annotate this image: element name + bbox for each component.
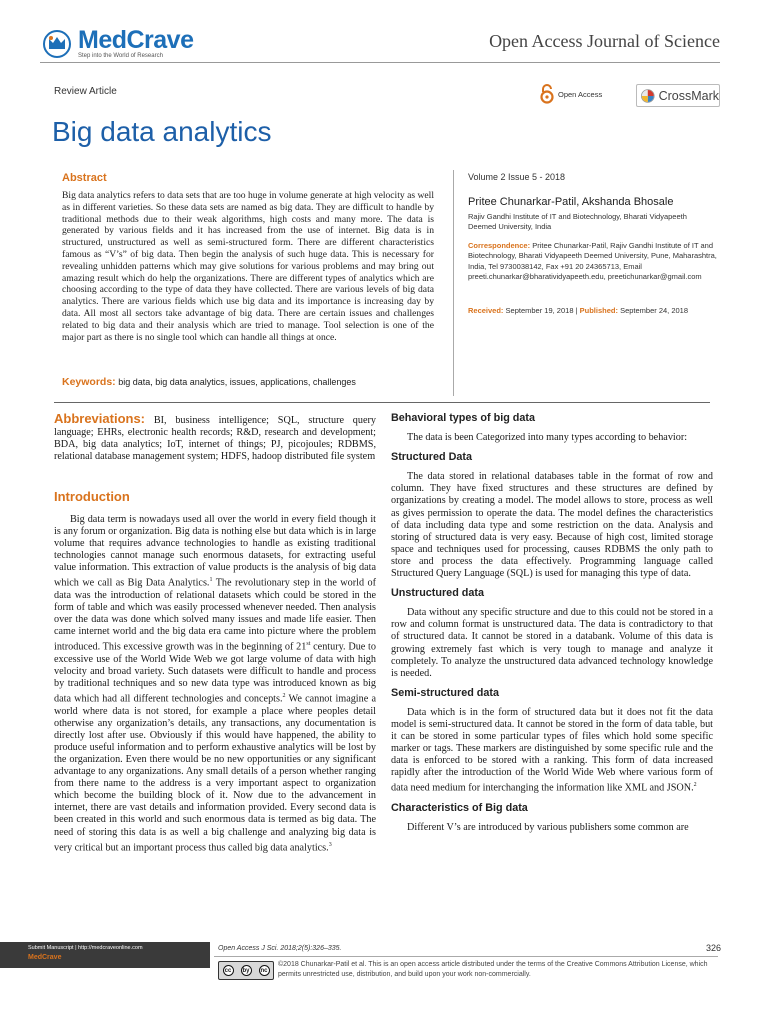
correspondence bbox=[468, 241, 718, 283]
citation-ref-1[interactable]: 1 bbox=[209, 577, 213, 584]
license-text: ©2018 Chunarkar-Patil et al. This is an open access article distributed under the terms of the Creative Commons Attribution License, which permits unrestricted use, distribution, and build upon your work non-commercially. bbox=[278, 961, 708, 978]
keywords bbox=[62, 376, 356, 388]
introduction-body bbox=[54, 514, 376, 854]
citation-ref-3[interactable]: 3 bbox=[328, 841, 332, 848]
citation-ref-semi[interactable]: 2 bbox=[693, 782, 697, 789]
behavioral-body: The data is been Categorized into many types according to behavior: bbox=[407, 432, 688, 444]
cc-icon: cc bbox=[223, 965, 234, 976]
citation: Open Access J Sci. 2018;2(5):326‒335. bbox=[218, 945, 342, 952]
nc-icon: nc bbox=[259, 965, 270, 976]
affiliation: Rajiv Gandhi Institute of IT and Biotechnology, Bharati Vidyapeeth Deemed University, India bbox=[468, 212, 687, 231]
article-title: Big data analytics bbox=[52, 116, 272, 147]
page-number: 326 bbox=[706, 943, 722, 953]
published-date: September 24, 2018 bbox=[620, 306, 689, 315]
unstructured-heading: Unstructured data bbox=[391, 587, 484, 600]
open-access-lock-icon bbox=[540, 84, 554, 104]
article-type: Review Article bbox=[54, 86, 117, 97]
introduction-heading: Introduction bbox=[54, 489, 130, 504]
right-column bbox=[391, 412, 713, 834]
semi-structured-text: Data which is in the form of structured data but it does not fit the data model is semi-structured data. It cannot be stored in the form of data table, but it can be stored in some particular types of files which hold some specific marker or tags. These markers are distinguished by some specific rule and the data is enforced to be stored with a ranking. This form of data increased rapidly after the introduction of the World Wide Web where various form of data need medium for interchanging the information like XML and JSON. bbox=[391, 706, 713, 794]
published-label: Published: bbox=[579, 306, 618, 315]
abbreviations bbox=[54, 413, 376, 463]
semi-structured-body bbox=[391, 707, 713, 795]
received-date: September 19, 2018 bbox=[505, 306, 574, 315]
intro-text-2: The revolutionary step in the world of data was the introduction of relational datasets which could be stored in the form of table and which was easily processed whenever needed. Then analysis over the data was done which solved many issues and made life easier. Then came internet world and the big data era came into picture where the problem introduced. This excessive growth was in the beginning of 21 bbox=[54, 577, 376, 653]
crossmark-button[interactable] bbox=[636, 84, 720, 107]
volume-issue: Volume 2 Issue 5 - 2018 bbox=[468, 172, 566, 182]
medcrave-logo-icon bbox=[42, 29, 72, 59]
logo-tagline: Step into the World of Research bbox=[78, 53, 163, 59]
footer-logo: MedCrave bbox=[28, 954, 62, 961]
abstract-divider bbox=[54, 402, 710, 403]
open-access-badge[interactable] bbox=[540, 84, 602, 104]
crossmark-icon bbox=[641, 88, 655, 104]
header-divider bbox=[40, 62, 720, 63]
received-label: Received: bbox=[468, 306, 504, 315]
intro-text-3: century. Due to excessive use of the World Wide Web we got large volume of data with high velocity and broad variety. Such datasets were difficult to handle and process by traditional techniques and so new data type was introduced known as big data which had all different technologies and concepts. bbox=[54, 641, 376, 705]
crossmark-label: CrossMark bbox=[658, 88, 719, 103]
unstructured-body: Data without any specific structure and due to this could not be stored in a row and column format is unstructured data. The data is contradictory to that of structured data. It cannot be stored in a databank. Volume of this data is growing extremely fast which is very tough to manage and analyze it completely. To analyze the unstructured data advanced technology knowledge is needed. bbox=[391, 607, 713, 679]
open-access-label: Open Access bbox=[558, 89, 603, 99]
submit-manuscript-link[interactable]: Submit Manuscript | http://medcraveonline.com bbox=[28, 945, 143, 951]
introduction-paragraph bbox=[54, 514, 376, 854]
abstract-heading: Abstract bbox=[62, 172, 107, 184]
abbreviations-body: BI, business intelligence; SQL, structure query language; EHRs, electronic health records; R&D, research and development; BDA, big data analytics; IoT, internet of things; PJ, picojoules; RDBMS, relational database management system; HDFS, hadoop distributed file system bbox=[54, 415, 376, 463]
behavioral-heading: Behavioral types of big data bbox=[391, 412, 535, 424]
structured-body: The data stored in relational databases table in the format of row and column. They have fixed structures and these structures are defined by organizations by creating a model. The model allows to store, process as well as gives permission to operate the data. The model defines the characteristics of data including data type and some restriction on the data. Analysis and storing of structured data is very easy. Because of high cost, limited storage space and techniques used for processing, causes RDBMS the only path to store and process the data effectively. Programming language called Structured Query Language (SQL) is used for managing this type of data. bbox=[391, 471, 713, 580]
correspondence-label: Correspondence: bbox=[468, 241, 531, 250]
structured-heading: Structured Data bbox=[391, 451, 472, 464]
correspondence-text: Pritee Chunarkar-Patil, Rajiv Gandhi Institute of IT and Biotechnology, Bharati Vidyapeeth Deemed University, Pune, Maharashtra, India, Tel 9730038142, Fax +91 20 24365713, Email preeti.chunarkar@bharatividyapeeth.edu, preetichunarkar@gmail.com bbox=[468, 241, 717, 282]
characteristics-body: Different V’s are introduced by various publishers some common are bbox=[407, 822, 689, 834]
logo-name: MedCrave bbox=[78, 26, 194, 54]
ordinal-suffix: st bbox=[306, 641, 311, 648]
footer-divider bbox=[214, 956, 718, 957]
info-divider bbox=[453, 170, 454, 396]
semi-structured-heading: Semi-structured data bbox=[391, 686, 499, 699]
journal-title: Open Access Journal of Science bbox=[489, 31, 720, 51]
dates: Received: September 19, 2018 | Published: September 24, 2018 bbox=[468, 306, 689, 315]
authors: Pritee Chunarkar-Patil, Akshanda Bhosale bbox=[468, 196, 674, 208]
keywords-label: Keywords: bbox=[62, 376, 116, 388]
intro-text-1: Big data term is nowadays used all over the world in every field though it is any forum or organization. Big data is nothing else but data which is in large volume that requires advance technologies to handle as existing traditional technologies cannot manage such enormous datasets, for extracting useful value information. This extraction of value products is the analysis of big data which we call as Big Data Analytics. bbox=[54, 514, 376, 589]
medcrave-logo[interactable] bbox=[42, 28, 194, 59]
abstract-body: Big data analytics refers to data sets that are too huge in volume generate at high velocity as well as in different varieties. So these data sets are named as big data. They are difficult to handle by traditional methods due to their weak algorithms, high costs and many more. The data is generated by various fields and it has increased from the use of internet. Big data is in structured, unstructured as well as semi-structured form. There are different characteristics famous as “V’s” of big data. Then begin the analysis of such huge data. This is necessary for revealing unhidden patterns which may give solutions for various problems and may bring out amazing result which do help the organizations. There are different types of analytics which are choosing according to the type of data they have collected. There are various levels of big data analytics. There are various fields which use big data and its importance is increasing day by data. All most all sectors take advantage of big data. There are certain issues and challenges related to big data and their analysis which are tried to manage. Tool selection is one of the major part as there is no single tool which can handle all things at once. bbox=[62, 190, 434, 343]
characteristics-heading: Characteristics of Big data bbox=[391, 801, 528, 814]
citation-ref-2[interactable]: 2 bbox=[282, 693, 286, 700]
abbreviations-heading: Abbreviations: bbox=[54, 411, 146, 426]
intro-text-4: We cannot imagine a world where data is not stored, for example a place where peoples detail otherwise any organization’s details, any transactions, any documentation is directly lost after use. Obviously if this would have happened, the ability to produce useful information and to perform exhaustive analytics will be lost by the organization. Even there would be no new opportunities or any significant advantage to any organizations. Any small details of a person whether ranging from there name to the address is a very important aspect to organization which become the building block of it. Now due to the advancement in internet, there are vast details and information provided. Every second data is been created in this world and such enormous data is termed as big data. The need of storing this data is as well a big challenge and analyzing big data is very critical but an important process thus called big data analytics. bbox=[54, 693, 376, 853]
creative-commons-badge[interactable] bbox=[218, 961, 274, 980]
keywords-list: big data, big data analytics, issues, applications, challenges bbox=[118, 377, 356, 387]
by-icon: by bbox=[241, 965, 252, 976]
